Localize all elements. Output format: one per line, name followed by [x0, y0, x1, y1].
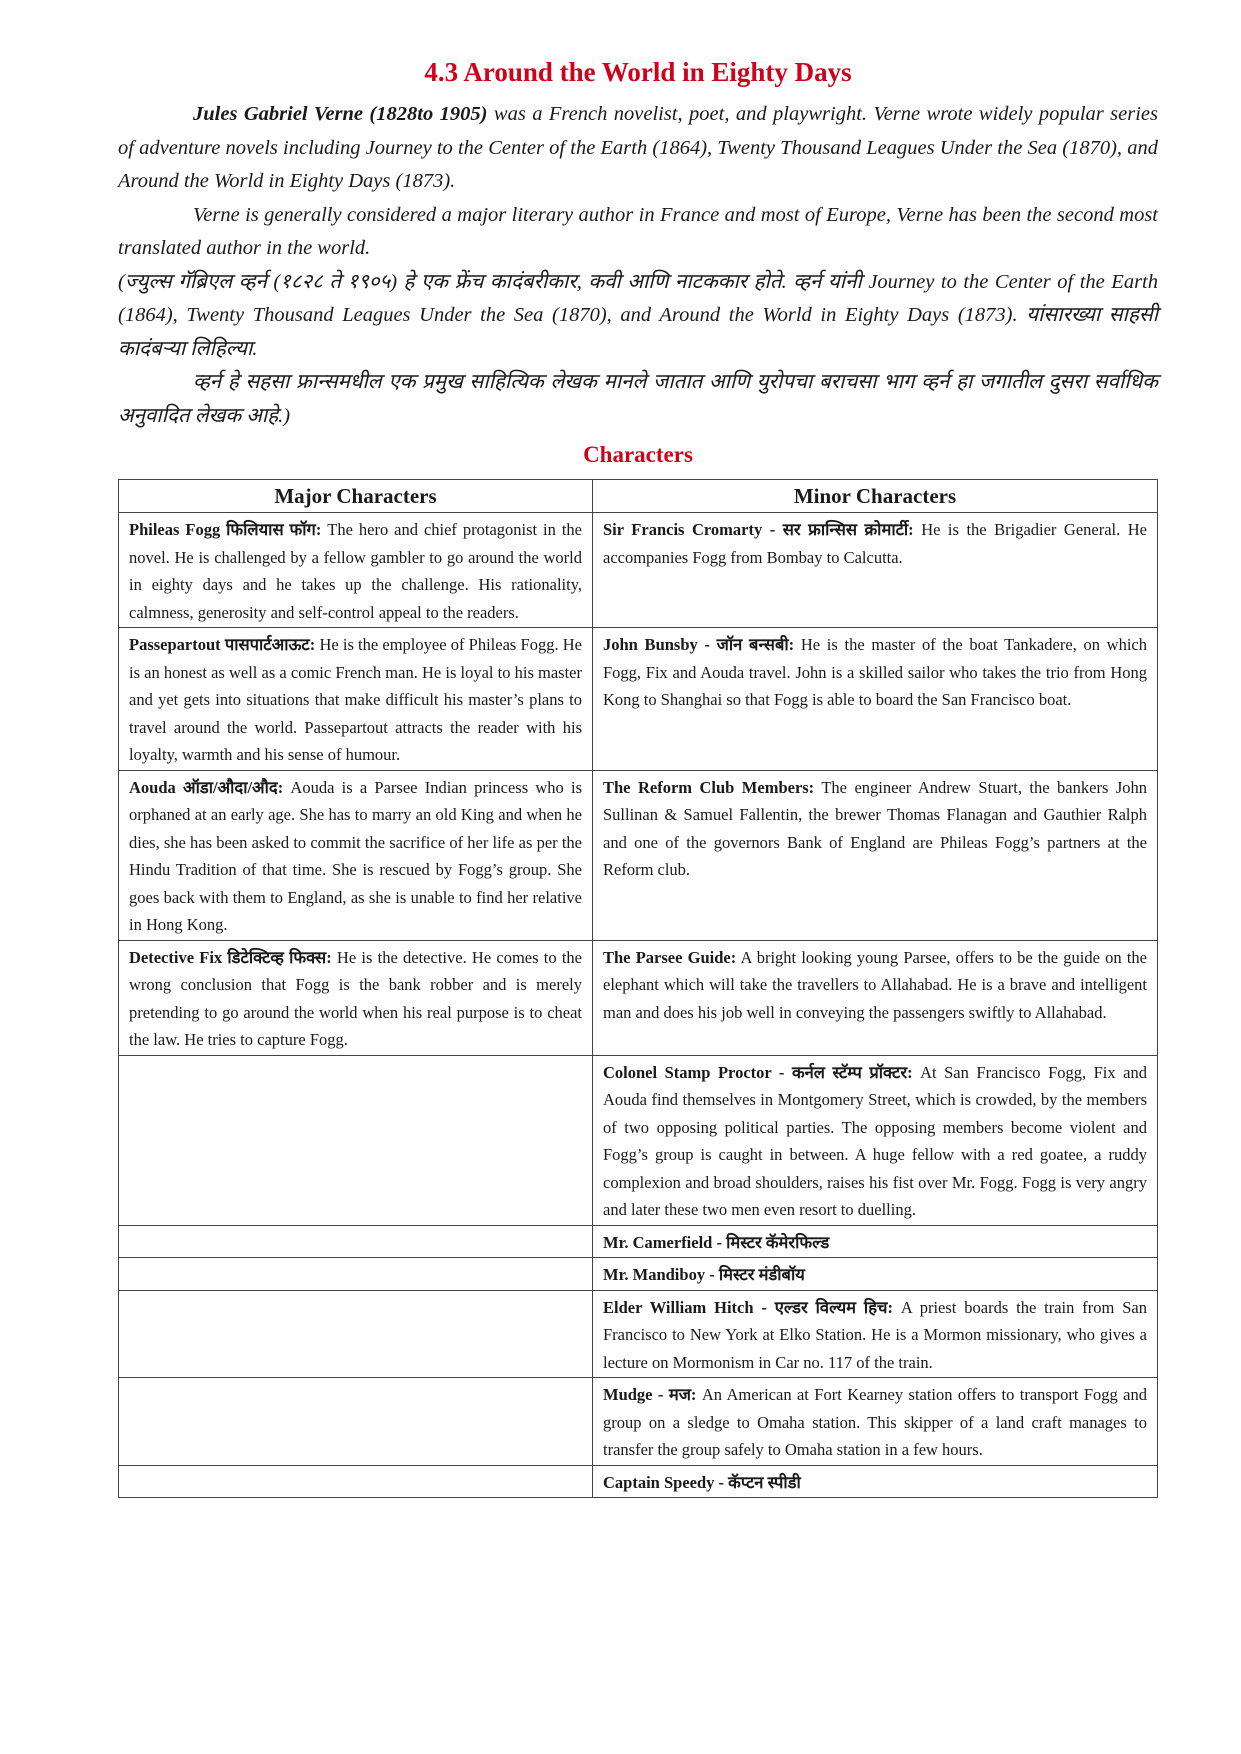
document-page [118, 56, 1158, 1498]
character-description: An American at Fort Kearney station offers to transport Fogg and group on a sledge to Omaha station. This skipper of a land craft manages to transfer the group safely to Omaha station in a few hours. [603, 1385, 1147, 1459]
major-character-cell-empty [119, 1378, 593, 1466]
major-character-cell-empty [119, 1290, 593, 1378]
minor-character-cell [593, 628, 1158, 771]
table-row [119, 628, 1158, 771]
table-row [119, 1465, 1158, 1498]
character-name: Colonel Stamp Proctor - कर्नल स्टॅम्प प्रॉक्टर: [603, 1062, 913, 1082]
character-name: Mudge - मज: [603, 1385, 697, 1404]
minor-character-cell [593, 770, 1158, 940]
major-character-cell [119, 940, 593, 1055]
table-row [119, 1378, 1158, 1466]
table-row [119, 1258, 1158, 1291]
character-description: He is the employee of Phileas Fogg. He is an honest as well as a comic French man. He is loyal to his master and yet gets into situations that make difficult his master’s plans to travel around the world. Passepartout attracts the reader with his loyalty, warmth and his sense of humour. [129, 635, 582, 764]
major-character-cell-empty [119, 1055, 593, 1225]
minor-character-cell [593, 513, 1158, 628]
characters-heading: Characters [583, 442, 693, 467]
major-character-cell-empty [119, 1465, 593, 1498]
page-title: 4.3 Around the World in Eighty Days [424, 57, 852, 87]
table-row [119, 1290, 1158, 1378]
major-characters-header: Major Characters [119, 480, 593, 513]
author-name: Jules Gabriel Verne (1828to 1905) [193, 103, 488, 125]
table-row [119, 1055, 1158, 1225]
minor-character-cell [593, 1290, 1158, 1378]
minor-character-cell [593, 940, 1158, 1055]
table-row [119, 940, 1158, 1055]
table-row [119, 1225, 1158, 1258]
minor-character-cell [593, 1465, 1158, 1498]
character-name: Passepartout पासपार्टआऊट: [129, 635, 316, 654]
minor-character-cell [593, 1055, 1158, 1225]
major-character-cell-empty [119, 1258, 593, 1291]
characters-table [118, 479, 1158, 1498]
character-description: The hero and chief protagonist in the novel. He is challenged by a fellow gambler to go around the world in eighty days and he takes up the challenge. His rationality, calmness, generosity and self-control appeal to the readers. [129, 520, 582, 622]
character-name: Aouda ऑडा/औदा/औद: [129, 777, 284, 797]
character-name: The Parsee Guide: [603, 947, 737, 967]
character-name: Mr. Camerfield - मिस्टर कॅमेरफिल्ड [603, 1232, 830, 1252]
intro-paragraph-marathi-1: (ज्युल्स गॅब्रिएल व्हर्न (१८२८ ते १९०५) हे एक फ्रेंच कादंबरीकार, कवी आणि नाटककार होते. व्हर्न यांनी Journey to the Center of the Earth (1864), Twenty Thousand Leagues Under the Sea (1870), and Around the World in Eighty Days (1873). यांसारख्या साहसी कादंबऱ्या लिहिल्या. [118, 270, 1158, 360]
minor-character-cell [593, 1225, 1158, 1258]
character-description: He is the master of the boat Tankadere, on which Fogg, Fix and Aouda travel. John is a skilled sailor who takes the trio from Hong Kong to Shanghai so that Fogg is able to board the San Francisco boat. [603, 635, 1148, 709]
intro-paragraph-marathi-2: व्हर्न हे सहसा फ्रान्समधील एक प्रमुख साहित्यिक लेखक मानले जातात आणि युरोपचा बराचसा भाग व्हर्न हा जगातील दुसरा सर्वाधिक अनुवादित लेखक आहे.) [118, 371, 1158, 427]
character-description: Aouda is a Parsee Indian princess who is orphaned at an early age. She has to marry an old King and when he dies, she has been asked to commit the sacrifice of her life as per the Hindu Tradition of that time. She is rescued by Fogg’s group. She goes back with them to England, as she is unable to find her relative in Hong Kong. [129, 777, 583, 934]
character-name: The Reform Club Members: [603, 777, 815, 797]
table-header-row [119, 480, 1158, 513]
minor-character-cell [593, 1378, 1158, 1466]
character-description: He is the Brigadier General. He accompanies Fogg from Bombay to Calcutta. [603, 520, 1148, 567]
character-description: The engineer Andrew Stuart, the bankers John Sullinan & Samuel Fallentin, the brewer Thomas Flanagan and Gauthier Ralph and one of the governors Bank of England are Phileas Fogg’s partners at the Reform club. [603, 777, 1147, 879]
character-name: Mr. Mandiboy - मिस्टर मंडीबॉय [603, 1265, 805, 1284]
major-character-cell-empty [119, 1225, 593, 1258]
character-name: Elder William Hitch - एल्डर विल्यम हिच: [603, 1297, 893, 1317]
character-description: At San Francisco Fogg, Fix and Aouda find themselves in Montgomery Street, which is crowded, by the members of two opposing political parties. The opposing members become violent and Fogg’s group is caught in between. A huge fellow with a red goatee, a ruddy complexion and broad shoulders, raises his fist over Mr. Fogg. Fogg is very angry and later these two men even resort to duelling. [603, 1062, 1147, 1219]
character-name: John Bunsby - जॉन बन्सबी: [603, 635, 795, 654]
major-character-cell [119, 770, 593, 940]
character-description: A priest boards the train from San Francisco to New York at Elko Station. He is a Mormon missionary, who gives a lecture on Mormonism in Car no. 117 of the train. [603, 1297, 1147, 1372]
character-name: Sir Francis Cromarty - सर फ्रान्सिस क्रोमार्टी: [603, 520, 914, 539]
table-row [119, 770, 1158, 940]
character-description: A bright looking young Parsee, offers to be the guide on the elephant which will take the travellers to Allahabad. He is a brave and intelligent man and does his job well in conveying the passengers swiftly to Allahabad. [603, 947, 1147, 1022]
character-name: Detective Fix डिटेक्टिव्ह फिक्स: [129, 947, 332, 967]
character-description: He is the detective. He comes to the wrong conclusion that Fogg is the bank robber and is merely pretending to go around the world when his real purpose is to cheat the law. He tries to capture Fogg. [129, 947, 582, 1049]
table-row [119, 513, 1158, 628]
major-character-cell [119, 628, 593, 771]
intro-section [118, 98, 1158, 433]
major-character-cell [119, 513, 593, 628]
intro-paragraph-1: Jules Gabriel Verne (1828to 1905) was a French novelist, poet, and playwright. Verne wrote widely popular series of adventure novels including Journey to the Center of the Earth (1864), Twenty Thousand Leagues Under the Sea (1870), and Around the World in Eighty Days (1873). [118, 103, 1158, 192]
character-name: Phileas Fogg फिलियास फॉग: [129, 520, 322, 539]
character-name: Captain Speedy - कॅप्टन स्पीडी [603, 1472, 801, 1492]
minor-character-cell [593, 1258, 1158, 1291]
minor-characters-header: Minor Characters [593, 480, 1158, 513]
intro-paragraph-2: Verne is generally considered a major literary author in France and most of Europe, Verne has been the second most translated author in the world. [118, 203, 1158, 259]
